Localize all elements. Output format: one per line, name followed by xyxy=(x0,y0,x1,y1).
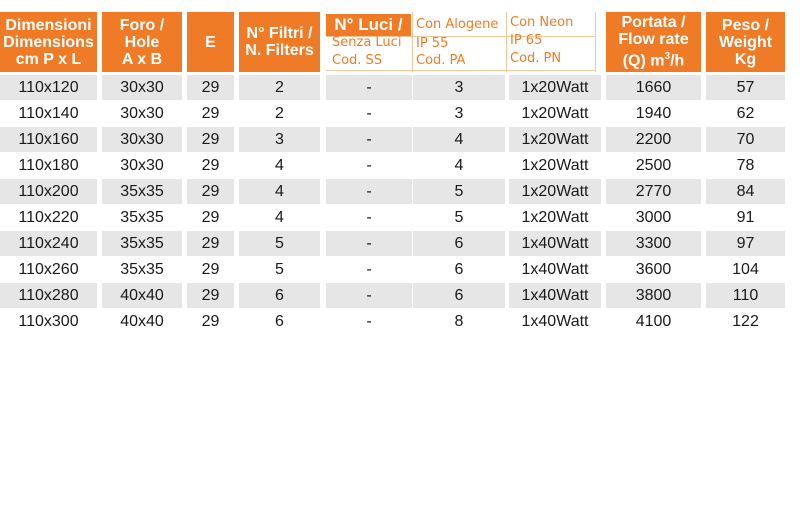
cell-filters: 5 xyxy=(275,261,284,278)
cell-lights-pa: 4 xyxy=(454,157,464,174)
header-filters-line2: N. Filters xyxy=(245,42,314,59)
cell-dimensions: 110x160 xyxy=(0,127,97,153)
cell-weight: 104 xyxy=(732,261,759,278)
header-lights-pa xyxy=(416,17,498,69)
header-lights-pa-line2: IP 55 xyxy=(416,36,449,51)
cell-dimensions: 110x200 xyxy=(0,179,97,205)
cell-e: 29 xyxy=(201,261,220,278)
table-row xyxy=(0,283,785,309)
cell-filters: 3 xyxy=(239,127,320,153)
table-row xyxy=(0,153,785,179)
header-lights-pn-line3: Cod. PN xyxy=(510,51,562,66)
cell-lights-ss: - xyxy=(326,283,412,309)
cell-weight: 110 xyxy=(706,283,785,309)
header-filters xyxy=(239,12,320,72)
cell-lights-pn: 1x40Watt xyxy=(521,313,589,330)
cell-lights-ss: - xyxy=(366,261,372,278)
cell-hole: 40x40 xyxy=(102,283,182,309)
cell-weight: 70 xyxy=(706,127,785,153)
cell-lights-pa: 8 xyxy=(454,313,464,330)
cell-weight: 78 xyxy=(736,157,755,174)
cell-lights-ss: - xyxy=(326,127,412,153)
header-lights-divider-2 xyxy=(506,12,507,72)
cell-flow: 3300 xyxy=(606,231,701,257)
cell-lights-ss: - xyxy=(326,179,412,205)
cell-flow: 2500 xyxy=(635,157,672,174)
cell-flow: 2200 xyxy=(606,127,701,153)
header-e-label: E xyxy=(205,33,216,51)
cell-hole: 40x40 xyxy=(120,313,164,330)
cell-lights-pa: 5 xyxy=(413,179,505,205)
header-lights-pa-line1: Con Alogene xyxy=(416,17,499,32)
cell-lights-pn: 1x40Watt xyxy=(521,261,589,278)
cell-dimensions: 110x240 xyxy=(0,231,97,257)
header-hole-line3: A x B xyxy=(121,50,163,68)
cell-dimensions: 110x300 xyxy=(18,313,79,330)
cell-lights-ss: - xyxy=(366,209,372,226)
cell-flow: 3000 xyxy=(635,209,672,226)
header-flow-line1: Portata / xyxy=(621,14,686,32)
cell-hole: 30x30 xyxy=(102,75,182,101)
header-weight-line1: Peso / xyxy=(721,16,770,34)
cell-weight: 91 xyxy=(736,209,755,226)
cell-filters: 6 xyxy=(239,283,320,309)
header-hole-line1: Foro / xyxy=(119,16,165,34)
cell-lights-ss: - xyxy=(366,105,372,122)
cell-dimensions: 110x220 xyxy=(18,209,79,226)
table-row xyxy=(0,205,785,231)
table-row xyxy=(0,101,785,127)
cell-dimensions: 110x260 xyxy=(18,261,79,278)
row-divider xyxy=(0,334,785,336)
cell-weight: 97 xyxy=(706,231,785,257)
header-hole xyxy=(102,12,182,72)
cell-flow: 1940 xyxy=(635,105,672,122)
header-lights-ss-line1: Senza Luci xyxy=(332,35,402,50)
cell-lights-pn: 1x20Watt xyxy=(521,157,589,174)
table-row xyxy=(0,309,785,335)
cell-flow: 3600 xyxy=(635,261,672,278)
header-lights-divider-1 xyxy=(412,12,413,72)
header-dimensions xyxy=(0,12,97,72)
cell-lights-pa: 5 xyxy=(454,209,464,226)
header-flow-exponent: 3 xyxy=(664,51,671,63)
cell-lights-ss: - xyxy=(326,231,412,257)
cell-lights-pn: 1x20Watt xyxy=(509,127,601,153)
cell-filters: 4 xyxy=(275,157,284,174)
cell-lights-pa: 6 xyxy=(413,231,505,257)
cell-filters: 4 xyxy=(275,209,284,226)
header-flow-unit-suffix: /h xyxy=(670,52,685,70)
header-weight-line3: Kg xyxy=(734,50,757,68)
cell-lights-pa: 3 xyxy=(454,105,464,122)
cell-e: 29 xyxy=(187,283,234,309)
header-flow-line3 xyxy=(623,48,685,69)
cell-hole: 30x30 xyxy=(120,157,164,174)
header-weight xyxy=(706,12,785,72)
table-row xyxy=(0,127,785,153)
cell-flow: 3800 xyxy=(606,283,701,309)
cell-filters: 2 xyxy=(239,75,320,101)
cell-lights-ss: - xyxy=(366,157,372,174)
cell-lights-pa: 4 xyxy=(413,127,505,153)
cell-filters: 6 xyxy=(275,313,284,330)
header-dimensions-line3: cm P x L xyxy=(15,50,82,68)
cell-e: 29 xyxy=(201,105,220,122)
cell-e: 29 xyxy=(201,209,220,226)
cell-hole: 30x30 xyxy=(102,127,182,153)
header-flow-unit: (Q) m xyxy=(622,52,665,70)
cell-lights-pa: 6 xyxy=(454,261,464,278)
header-lights-ss xyxy=(332,35,401,69)
header-lights-pn xyxy=(510,15,573,67)
header-filters-line1: N° Filtri / xyxy=(246,25,313,42)
cell-e: 29 xyxy=(187,127,234,153)
header-lights-pn-line1: Con Neon xyxy=(510,15,574,30)
cell-flow: 4100 xyxy=(635,313,672,330)
cell-lights-pa: 6 xyxy=(413,283,505,309)
cell-e: 29 xyxy=(187,75,234,101)
cell-hole: 35x35 xyxy=(120,209,164,226)
cell-lights-ss: - xyxy=(326,75,412,101)
cell-e: 29 xyxy=(201,313,220,330)
header-lights-ss-line2: Cod. SS xyxy=(332,53,383,68)
cell-lights-pn: 1x40Watt xyxy=(509,283,601,309)
header-lights-pa-line3: Cod. PA xyxy=(416,53,466,68)
cell-lights-pn: 1x40Watt xyxy=(509,231,601,257)
cell-e: 29 xyxy=(187,231,234,257)
cell-dimensions: 110x180 xyxy=(18,157,79,174)
cell-lights-pn: 1x20Watt xyxy=(521,105,589,122)
header-weight-line2: Weight xyxy=(718,33,773,51)
cell-weight: 57 xyxy=(706,75,785,101)
header-lights xyxy=(326,12,596,72)
header-lights-title: N° Luci / xyxy=(326,14,411,36)
cell-filters: 2 xyxy=(275,105,284,122)
header-lights-divider-3 xyxy=(595,12,596,72)
cell-lights-pn: 1x20Watt xyxy=(509,179,601,205)
header-flow-line2: Flow rate xyxy=(618,31,689,49)
header-lights-divider-bottom xyxy=(326,70,596,71)
cell-dimensions: 110x140 xyxy=(18,105,79,122)
cell-e: 29 xyxy=(187,179,234,205)
table-row xyxy=(0,75,785,101)
cell-weight: 122 xyxy=(732,313,759,330)
cell-dimensions: 110x120 xyxy=(0,75,97,101)
cell-lights-pn: 1x20Watt xyxy=(509,75,601,101)
table-row xyxy=(0,231,785,257)
cell-filters: 5 xyxy=(239,231,320,257)
cell-lights-pa: 3 xyxy=(413,75,505,101)
cell-weight: 84 xyxy=(706,179,785,205)
cell-hole: 30x30 xyxy=(120,105,164,122)
cell-lights-ss: - xyxy=(366,313,372,330)
cell-hole: 35x35 xyxy=(102,179,182,205)
cell-hole: 35x35 xyxy=(120,261,164,278)
cell-lights-pn: 1x20Watt xyxy=(521,209,589,226)
header-e xyxy=(187,12,234,72)
cell-dimensions: 110x280 xyxy=(0,283,97,309)
header-hole-line2: Hole xyxy=(124,33,160,51)
table-row xyxy=(0,179,785,205)
header-lights-pn-line2: IP 65 xyxy=(510,33,543,48)
cell-flow: 2770 xyxy=(606,179,701,205)
cell-e: 29 xyxy=(201,157,220,174)
header-dimensions-line2: Dimensions xyxy=(3,33,94,51)
header-dimensions-line1: Dimensioni xyxy=(5,16,92,34)
header-flow xyxy=(606,12,701,72)
table-row xyxy=(0,257,785,283)
cell-flow: 1660 xyxy=(606,75,701,101)
cell-hole: 35x35 xyxy=(102,231,182,257)
cell-filters: 4 xyxy=(239,179,320,205)
cell-weight: 62 xyxy=(736,105,755,122)
